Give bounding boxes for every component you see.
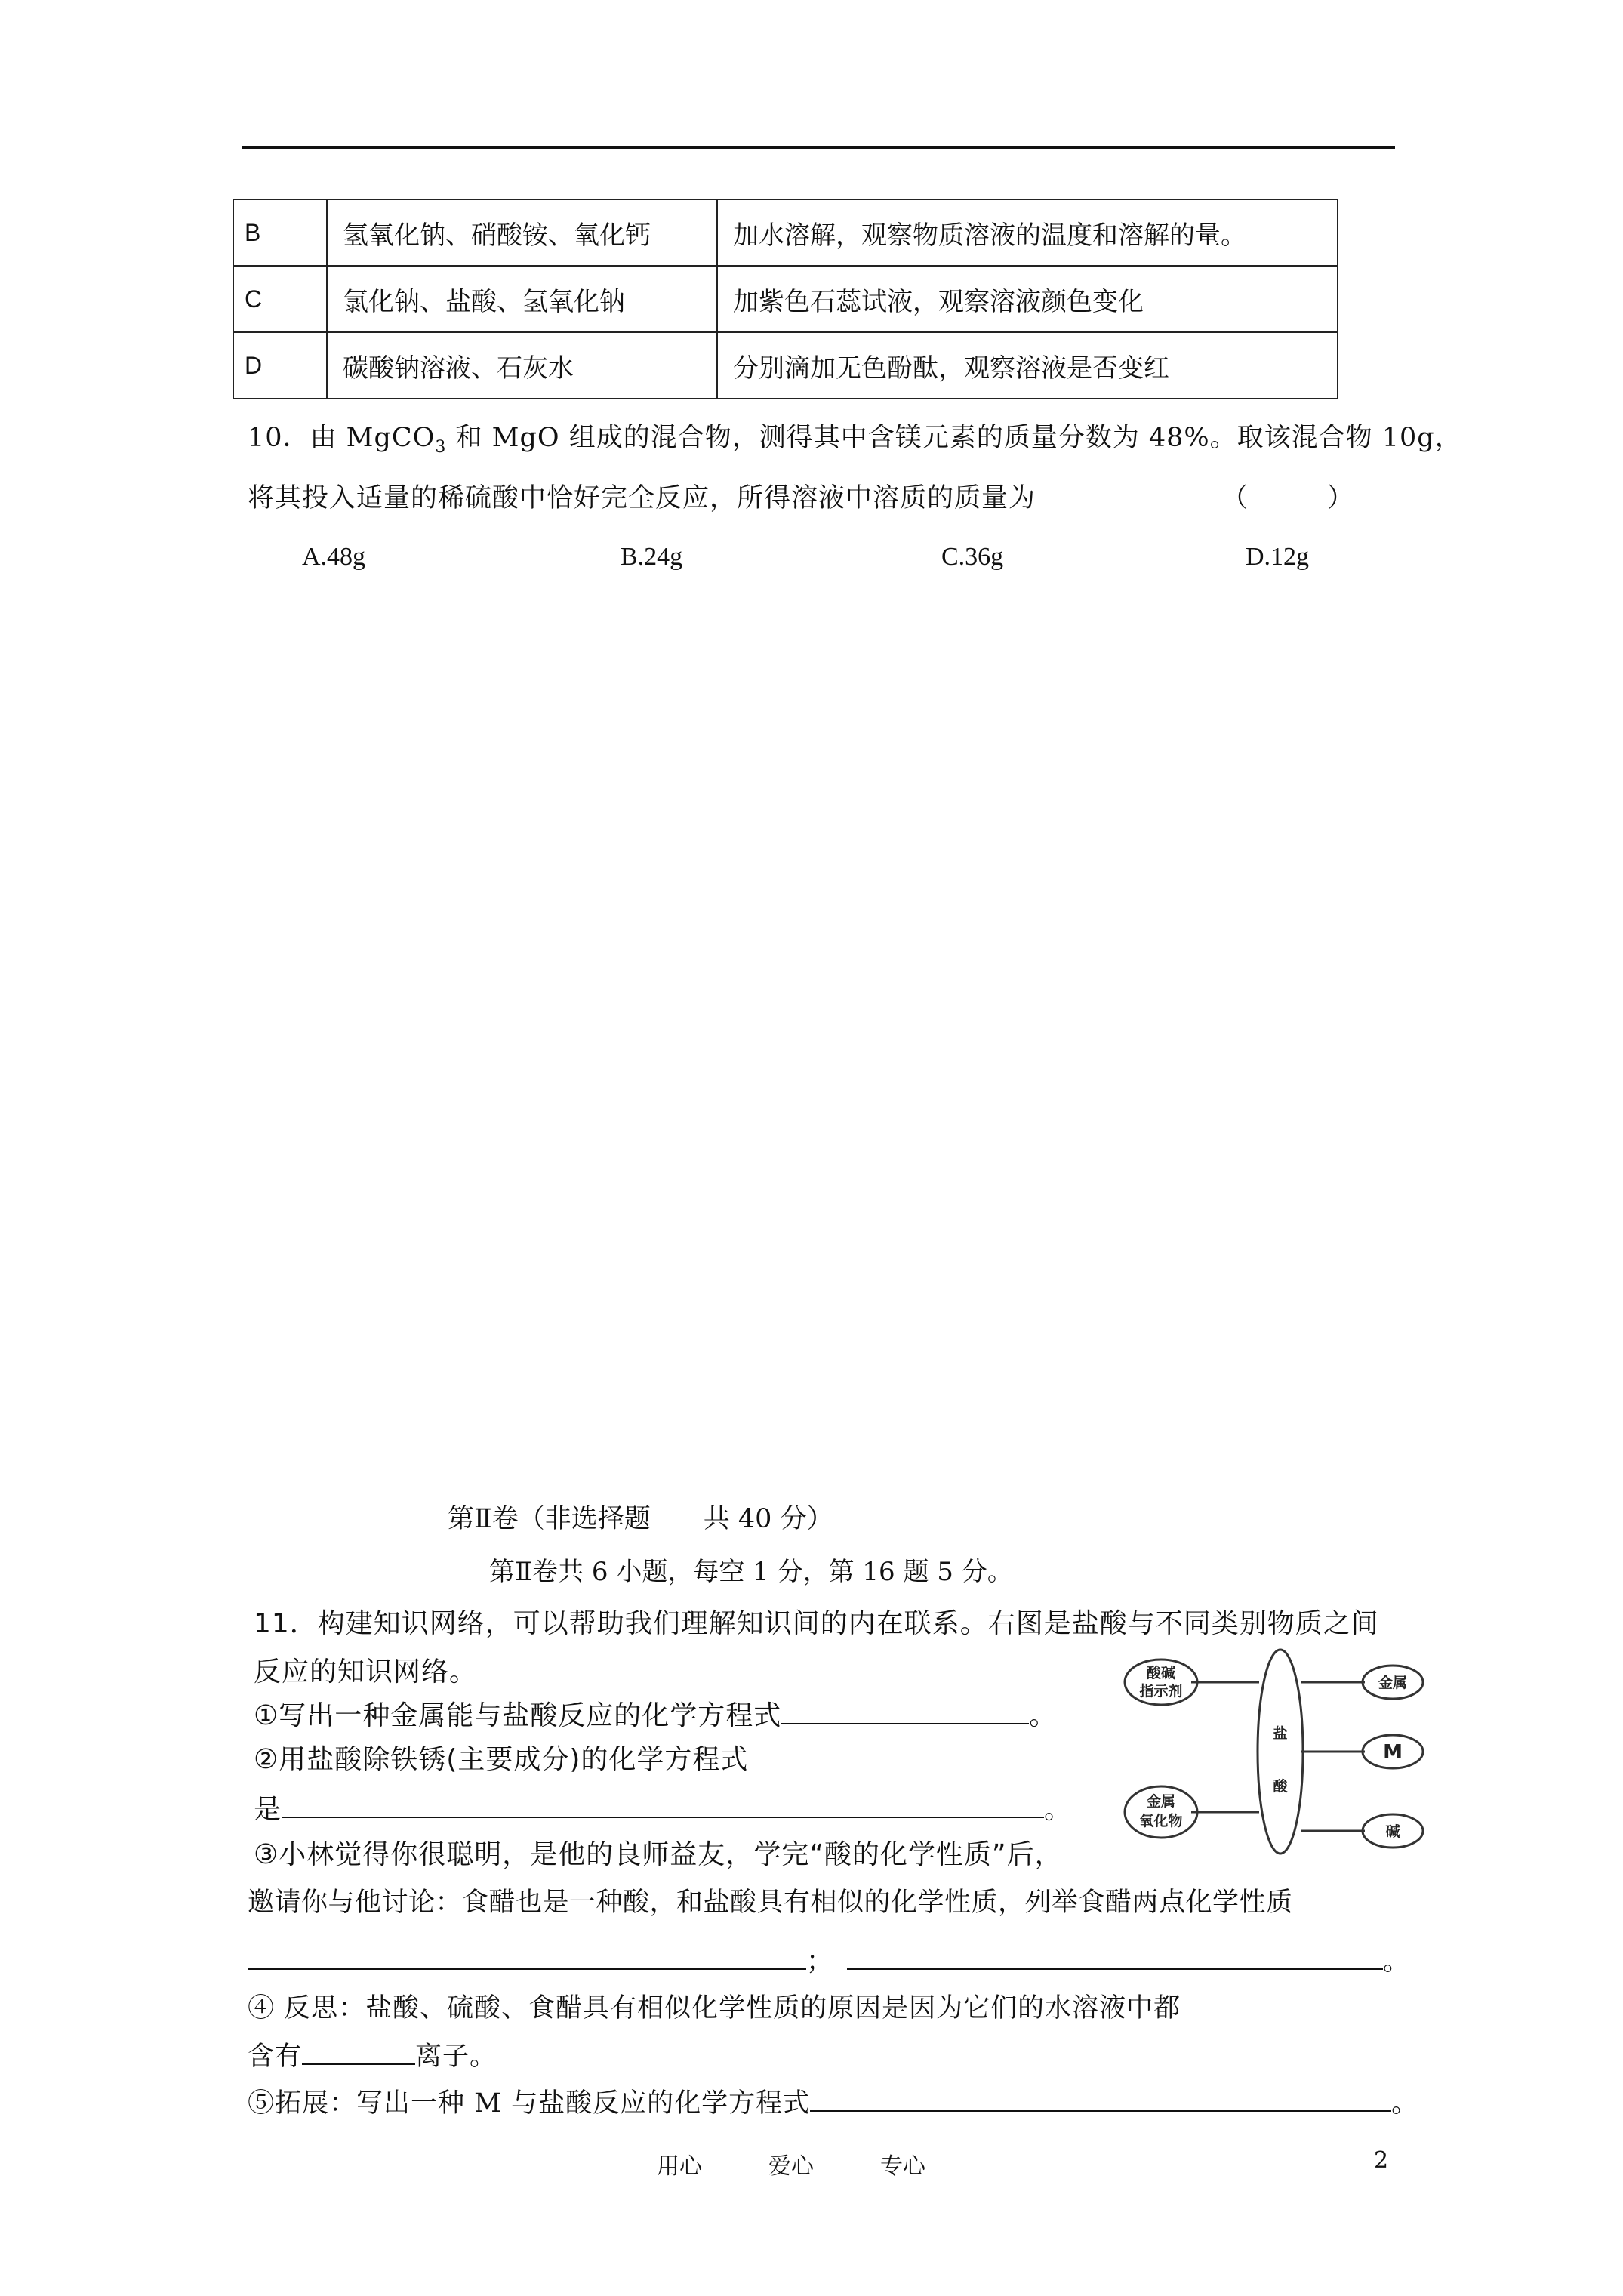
metal-label: 金属 xyxy=(1378,1675,1408,1691)
q10-line2: 将其投入适量的稀硫酸中恰好完全反应，所得溶液中溶质的质量为 xyxy=(248,483,1036,513)
q11-part2: ②用盐酸除铁锈(主要成分)的化学方程式 xyxy=(254,1744,749,1775)
center-label-bottom: 酸 xyxy=(1273,1778,1288,1795)
row-substances: 氯化钠、盐酸、氢氧化钠 xyxy=(327,266,717,332)
row-substances: 氢氧化钠、硝酸铵、氧化钙 xyxy=(327,199,717,266)
indicator-label-2: 指示剂 xyxy=(1139,1683,1183,1700)
center-label-top: 盐 xyxy=(1273,1725,1288,1742)
q10-answer-paren: （ ） xyxy=(1221,483,1354,513)
row-method: 加水溶解，观察物质溶液的温度和溶解的量。 xyxy=(717,199,1338,266)
base-label: 碱 xyxy=(1385,1823,1400,1840)
footer-motto-3: 专心 xyxy=(880,2153,925,2180)
q10-line1: 10．由 MgCO$_3$ 和 MgO 组成的混合物，测得其中含镁元素的质量分数为 48%。取该混合物 10g， xyxy=(248,423,1462,457)
q11-part3-blanks: ； 。 xyxy=(248,1940,1410,1978)
answer-blank[interactable] xyxy=(282,1794,1044,1818)
q11-line1: 11．构建知识网络，可以帮助我们理解知识间的内在联系。右图是盐酸与不同类别物质之间 xyxy=(254,1608,1379,1639)
center-ellipse xyxy=(1258,1650,1303,1854)
row-label: B xyxy=(233,199,327,266)
answer-blank[interactable] xyxy=(847,1946,1383,1970)
table-row xyxy=(233,199,1338,266)
header-rule xyxy=(242,146,1395,149)
q11-line2: 反应的知识网络。 xyxy=(254,1657,478,1687)
m-label: M xyxy=(1383,1741,1403,1764)
section2-title: 第Ⅱ卷（非选择题 共 40 分） xyxy=(448,1504,833,1534)
q11-part3: ③小林觉得你很聪明，是他的良师益友，学完“酸的化学性质”后， xyxy=(254,1839,1063,1870)
answer-blank[interactable] xyxy=(810,2088,1391,2112)
row-label: D xyxy=(233,332,327,399)
table-row xyxy=(233,332,1338,399)
options-table xyxy=(233,199,1338,399)
metal-oxide-label-2: 氧化物 xyxy=(1139,1813,1183,1829)
footer-motto-1: 用心 xyxy=(657,2153,702,2180)
hydrochloric-acid-network-diagram xyxy=(1116,1646,1433,1857)
q11-part3-line2: 邀请你与他讨论：食醋也是一种酸，和盐酸具有相似的化学性质，列举食醋两点化学性质 xyxy=(248,1888,1293,1918)
q11-part1: ①写出一种金属能与盐酸反应的化学方程式 。 xyxy=(254,1700,1058,1731)
q11-part5: ⑤拓展：写出一种 M 与盐酸反应的化学方程式 。 xyxy=(248,2088,1419,2119)
answer-blank[interactable] xyxy=(248,1946,806,1970)
metal-oxide-label-1: 金属 xyxy=(1146,1793,1176,1810)
q11-part4: ④ 反思：盐酸、硫酸、食醋具有相似化学性质的原因是因为它们的水溶液中都 xyxy=(248,1993,1181,2023)
answer-blank[interactable] xyxy=(302,2041,415,2065)
indicator-label-1: 酸碱 xyxy=(1146,1665,1176,1681)
row-label: C xyxy=(233,266,327,332)
section2-note: 第Ⅱ卷共 6 小题，每空 1 分，第 16 题 5 分。 xyxy=(489,1557,1013,1587)
q11-part2-cont: 是 。 xyxy=(254,1794,1073,1825)
row-method: 加紫色石蕊试液，观察溶液颜色变化 xyxy=(717,266,1338,332)
q10-choice-c: C.36g xyxy=(941,543,1004,571)
q11-part4-line2: 含有 离子。 xyxy=(248,2042,497,2072)
row-substances: 碳酸钠溶液、石灰水 xyxy=(327,332,717,399)
q10-choice-a: A.48g xyxy=(302,543,366,571)
row-method: 分别滴加无色酚酞，观察溶液是否变红 xyxy=(717,332,1338,399)
answer-blank[interactable] xyxy=(781,1700,1029,1724)
footer-motto-2: 爱心 xyxy=(768,2153,814,2180)
page-number: 2 xyxy=(1374,2147,1389,2174)
table-row xyxy=(233,266,1338,332)
q10-choice-b: B.24g xyxy=(621,543,683,571)
q10-choice-d: D.12g xyxy=(1246,543,1310,571)
